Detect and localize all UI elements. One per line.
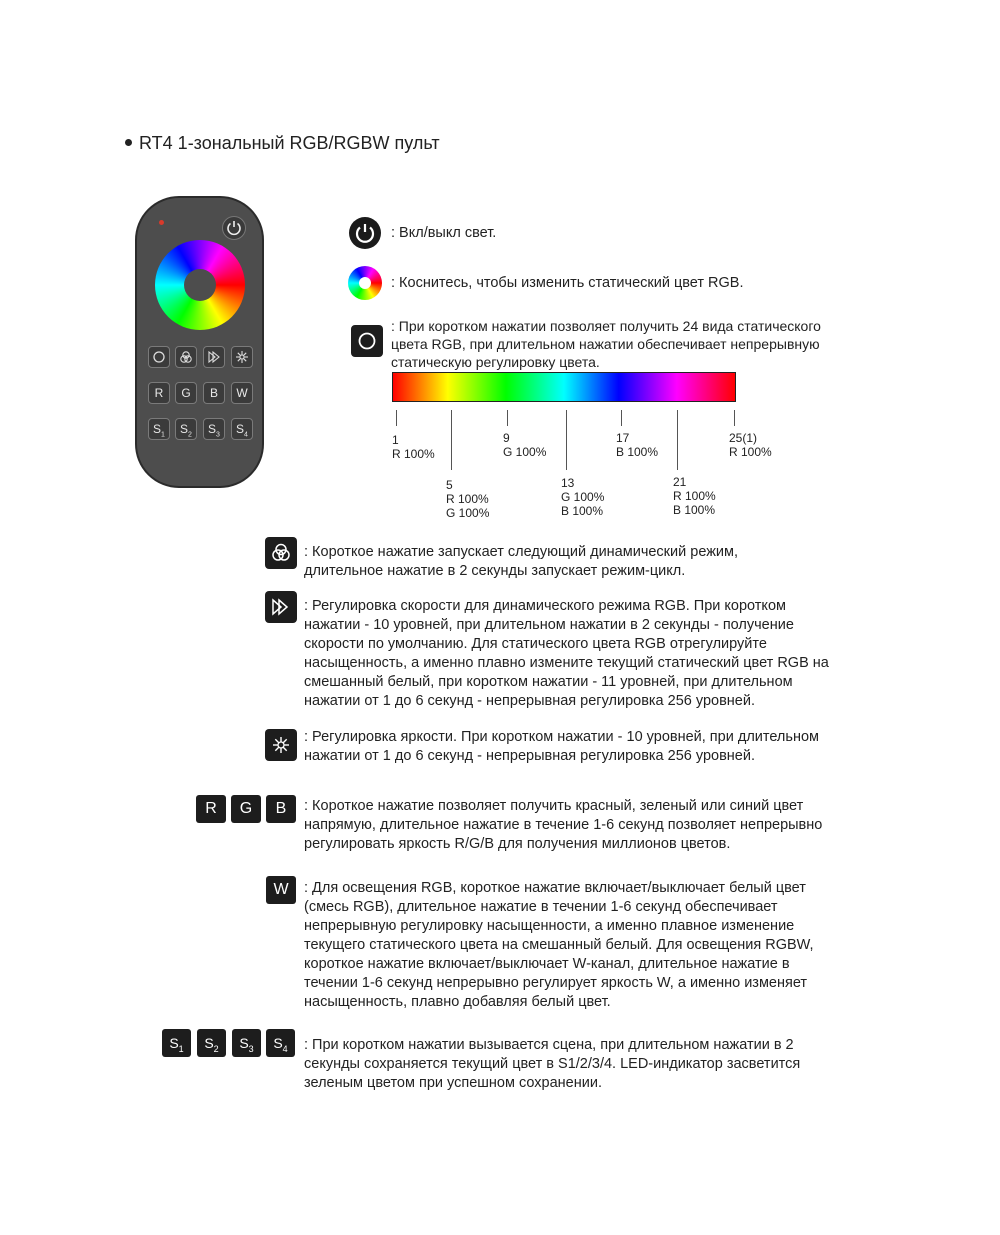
spectrum-label: 5 R 100% G 100% (446, 478, 490, 520)
remote-color-wheel[interactable] (155, 240, 245, 330)
legend-dynamic-text: : Короткое нажатие запускает следующий динамический режим, длительное нажатие в 2 секунды запускает режим-цикл. (304, 544, 739, 579)
legend-s2-key: $S_2$ (197, 1029, 226, 1057)
legend-s3-key: $S_3$ (232, 1029, 261, 1057)
legend-dynamic-button (265, 537, 297, 569)
spectrum-label: 1 R 100% (392, 433, 435, 461)
legend-b-key: B (266, 795, 296, 823)
remote-control (135, 196, 264, 488)
brightness-icon (235, 350, 249, 364)
mode-icon (152, 350, 166, 364)
spectrum-label: 13 G 100% B 100% (561, 476, 605, 518)
spectrum-label: 21 R 100% B 100% (673, 475, 716, 517)
spectrum-label: 9 G 100% (503, 431, 547, 459)
remote-s2-button[interactable]: $S_2$ (175, 418, 197, 440)
color-wheel-icon (348, 266, 382, 300)
legend-wheel-text: : Коснитесь, чтобы изменить статический цвет RGB. (391, 275, 744, 291)
legend-rgb-text: : Короткое нажатие позволяет получить красный, зеленый или синий цвет напрямую, длительное нажатие в течение 1-6 секунд позволяет непрерывно регулировать яркость R/G/B для получения миллионов цветов. (304, 798, 823, 852)
spectrum-tick (621, 410, 622, 426)
legend-g-key: G (231, 795, 261, 823)
legend-speed-text: : Регулировка скорости для динамического режима RGB. При коротком нажатии - 10 уровней, при длительном нажатии в 2 секунды - получение скорости по умолчанию. Для статического цвета RGB отрегулируйте насыщенность, а именно плавно измените текущий статический цвет RGB на смешанный белый, при коротком нажатии - 11 уровней, при длительном нажатии от 1 до 6 секунд - непрерывная регулировка 256 уровней. (304, 598, 829, 709)
dynamic-icon (265, 537, 297, 569)
spectrum-label: 25(1) R 100% (729, 431, 772, 459)
legend-power-button (349, 217, 381, 249)
legend-mode-button (351, 325, 383, 357)
spectrum-tick (507, 410, 508, 426)
legend-speed-button (265, 591, 297, 623)
remote-s3-button[interactable]: $S_3$ (203, 418, 225, 440)
legend-r-key: R (196, 795, 226, 823)
spectrum-tick (677, 410, 678, 470)
bullet (125, 139, 132, 146)
legend-w-text: : Для освещения RGB, короткое нажатие включает/выключает белый цвет (смесь RGB), длительное нажатие в течении 1-6 секунд обеспечивает непрерывную регулировку насыщенности, а именно плавное изменение текущего статического цвета на смешанный белый. Для освещения RGBW, короткое нажатие включает/выключает W-канал, длительное нажатие в течении 1-6 секунд непрерывно регулирует яркость W, а именно изменяет насыщенность, плавно добавляя белый цвет. (304, 880, 814, 1010)
remote-s4-button[interactable]: $S_4$ (231, 418, 253, 440)
page-title: RT4 1-зональный RGB/RGBW пульт (125, 133, 440, 154)
legend-s1-key: $S_1$ (162, 1029, 191, 1057)
power-icon (223, 217, 245, 239)
speed-icon (207, 350, 221, 364)
legend-mode-text: : При коротком нажатии позволяет получить 24 вида статического цвета RGB, при длительном нажатии обеспечивает непрерывную статическую регулировку цвета. (391, 318, 821, 370)
legend-brightness-text: : Регулировка яркости. При коротком нажатии - 10 уровней, при длительном нажатии от 1 до 6 секунд - непрерывная регулировка 256 уровней. (304, 729, 819, 764)
spectrum-tick (734, 410, 735, 426)
dynamic-icon (179, 350, 193, 364)
remote-b-button[interactable]: B (203, 382, 225, 404)
remote-brightness-button[interactable] (231, 346, 253, 368)
brightness-icon (265, 729, 297, 761)
remote-power-button[interactable] (222, 216, 246, 240)
remote-dynamic-button[interactable] (175, 346, 197, 368)
legend-w-key: W (266, 876, 296, 904)
remote-speed-button[interactable] (203, 346, 225, 368)
led-indicator (159, 220, 164, 225)
color-spectrum-bar (392, 372, 736, 402)
spectrum-tick (396, 410, 397, 426)
legend-scene-text: : При коротком нажатии вызывается сцена, при длительном нажатии в 2 секунды сохраняется текущий цвет в S1/2/3/4. LED-индикатор засветится зеленым цветом при успешном сохранении. (304, 1037, 801, 1091)
remote-mode-button[interactable] (148, 346, 170, 368)
spectrum-tick (566, 410, 567, 470)
wheel-center (359, 277, 371, 289)
speed-icon (265, 591, 297, 623)
mode-icon (351, 325, 383, 357)
power-icon (349, 217, 381, 249)
remote-w-button[interactable]: W (231, 382, 253, 404)
legend-power-text: : Вкл/выкл свет. (391, 225, 497, 241)
legend-s4-key: $S_4$ (266, 1029, 295, 1057)
remote-r-button[interactable]: R (148, 382, 170, 404)
spectrum-label: 17 B 100% (616, 431, 659, 459)
wheel-center (184, 269, 216, 301)
legend-brightness-button (265, 729, 297, 761)
remote-g-button[interactable]: G (175, 382, 197, 404)
spectrum-tick (451, 410, 452, 470)
remote-s1-button[interactable]: $S_1$ (148, 418, 170, 440)
